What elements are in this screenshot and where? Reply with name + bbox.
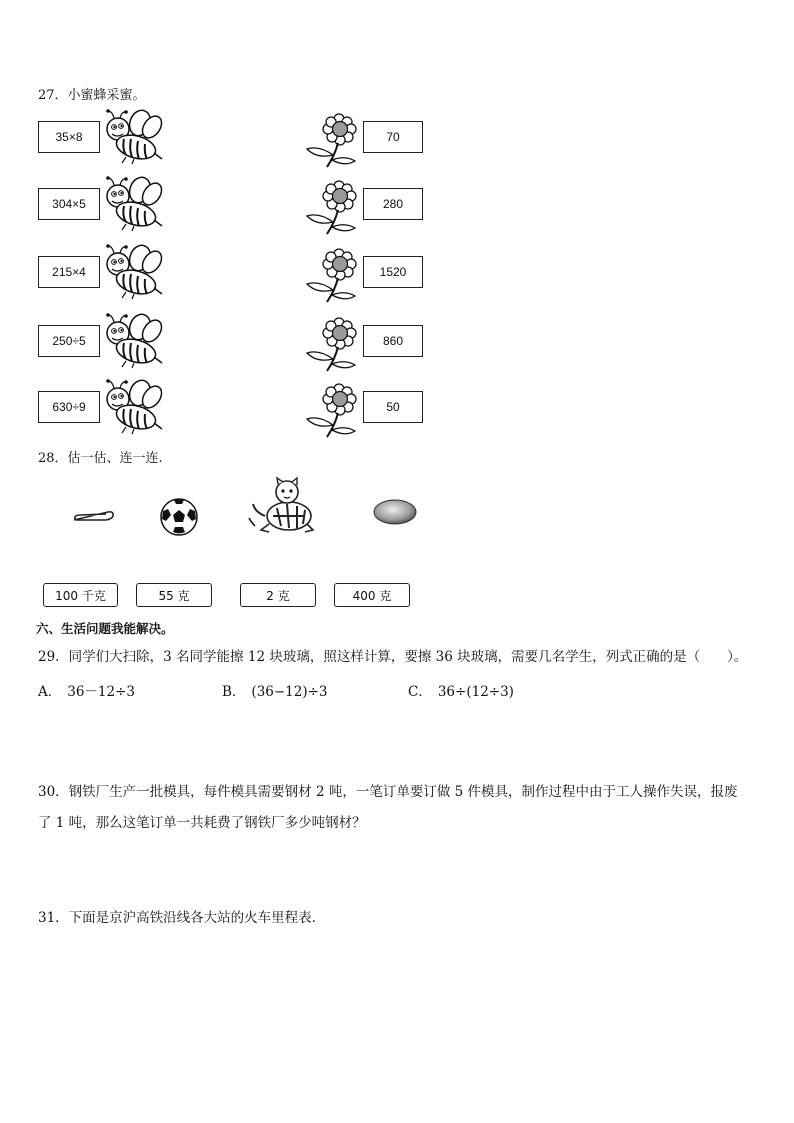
q27-title: 27．小蜜蜂采蜜。 <box>38 88 146 103</box>
bee-icon <box>100 313 166 373</box>
option-expr: (36−12)÷3 <box>251 684 328 700</box>
weight-option-box[interactable]: 400 克 <box>334 583 410 607</box>
flower-icon <box>305 248 361 308</box>
tiger-toy-icon <box>247 476 319 536</box>
q28-title: 28．估一估、连一连. <box>38 451 163 466</box>
flower-icon <box>305 383 361 443</box>
q29-text: 29．同学们大扫除，3 名同学能擦 12 块玻璃，照这样计算，要擦 36 块玻璃，需要几名学生，列式正确的是（ ）。 <box>38 649 748 665</box>
bee-expression-box[interactable]: 304×5 <box>38 188 100 220</box>
option-expr: 36－12÷3 <box>67 684 136 700</box>
bee-expression-box[interactable]: 35×8 <box>38 121 100 153</box>
option-label: A． <box>38 684 62 700</box>
paperclip-icon <box>68 508 116 524</box>
q29-option-c[interactable] <box>408 680 514 700</box>
bee-icon <box>100 379 166 439</box>
bee-expression-box[interactable]: 250÷5 <box>38 325 100 357</box>
option-label: C． <box>408 684 432 700</box>
flower-value-box[interactable]: 860 <box>363 325 423 357</box>
bee-icon <box>100 109 166 169</box>
flower-value-box[interactable]: 50 <box>363 391 423 423</box>
soccer-ball-icon <box>159 497 199 537</box>
option-expr: 36÷(12÷3) <box>437 684 514 700</box>
stone-icon <box>372 497 420 527</box>
bee-expression-box[interactable]: 215×4 <box>38 256 100 288</box>
flower-icon <box>305 113 361 173</box>
weight-option-box[interactable]: 100 千克 <box>43 583 118 607</box>
flower-value-box[interactable]: 280 <box>363 188 423 220</box>
q29-option-b[interactable] <box>222 680 328 700</box>
q30-text-line-2: 了 1 吨，那么这笔订单一共耗费了钢铁厂多少吨钢材？ <box>38 815 366 831</box>
bee-icon <box>100 244 166 304</box>
bee-expression-box[interactable]: 630÷9 <box>38 391 100 423</box>
flower-icon <box>305 317 361 377</box>
q31-text: 31．下面是京沪高铁沿线各大站的火车里程表. <box>38 910 316 926</box>
weight-option-box[interactable]: 55 克 <box>136 583 212 607</box>
flower-value-box[interactable]: 70 <box>363 121 423 153</box>
q30-text-line-1: 30．钢铁厂生产一批模具，每件模具需要钢材 2 吨，一笔订单要订做 5 件模具，制作过程中由于工人操作失误，报废 <box>38 784 738 800</box>
section-title: 六、生活问题我能解决。 <box>36 621 174 636</box>
option-label: B． <box>222 684 246 700</box>
flower-value-box[interactable]: 1520 <box>363 256 423 288</box>
bee-icon <box>100 176 166 236</box>
q29-option-a[interactable] <box>38 680 135 700</box>
weight-option-box[interactable]: 2 克 <box>240 583 316 607</box>
flower-icon <box>305 180 361 240</box>
